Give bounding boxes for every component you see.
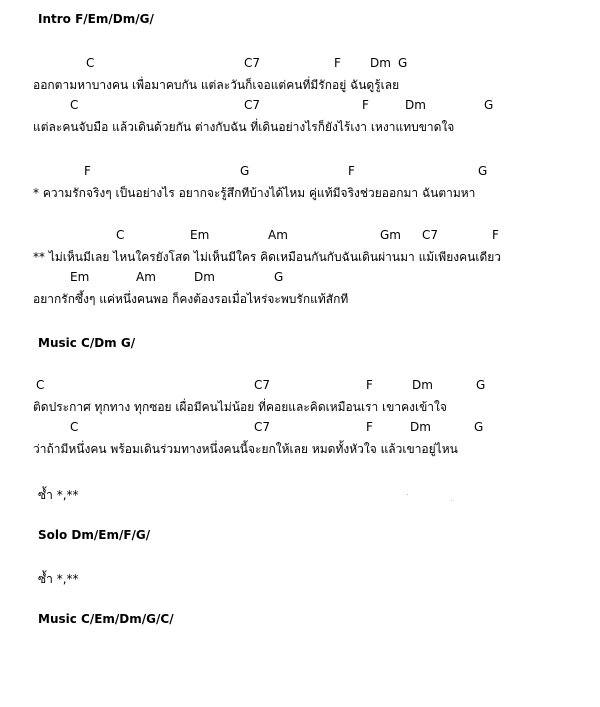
chord: C <box>86 56 95 70</box>
chord: C <box>70 98 79 112</box>
repeat-marker: ซ้ำ *,** <box>38 488 79 502</box>
chord: Dm <box>405 98 426 112</box>
chord: F <box>366 420 373 434</box>
music-heading: Music C/Dm G/ <box>38 336 136 350</box>
chord: Dm <box>410 420 431 434</box>
chord: G <box>398 56 408 70</box>
lyric-line: ออกตามหาบางคน เพื่อมาคบกัน แต่ละวันก็เจอแต่คนที่มีรักอยู่ ฉันดูรู้เลย <box>33 78 400 92</box>
chord: Em <box>70 270 90 284</box>
chord: Em <box>190 228 210 242</box>
chord: G <box>484 98 494 112</box>
lyric-line: ** ไม่เห็นมีเลย ไหนใครยังโสด ไม่เห็นมีใคร คิดเหมือนกันกับฉันเดินผ่านมา แม้เพียงคนเดียว <box>33 250 502 264</box>
lyric-line: แต่ละคนจับมือ แล้วเดินด้วยกัน ต่างกับฉัน ที่เดินอย่างไรก็ยังไร้เงา เหงาแทบขาดใจ <box>33 120 455 134</box>
chord: Dm <box>370 56 391 70</box>
intro-heading: Intro F/Em/Dm/G/ <box>38 12 154 26</box>
chord: F <box>362 98 369 112</box>
speck <box>451 500 452 501</box>
chord: C <box>116 228 125 242</box>
chord: G <box>474 420 484 434</box>
lyric-line: ติดประกาศ ทุกทาง ทุกซอย เผื่อมีคนไม่น้อย ที่คอยและคิดเหมือนเรา เขาคงเข้าใจ <box>33 400 447 414</box>
chord: C7 <box>254 420 271 434</box>
chord: F <box>492 228 499 242</box>
chord: C <box>70 420 79 434</box>
repeat-marker: ซ้ำ *,** <box>38 572 79 586</box>
chord: G <box>274 270 284 284</box>
chord: C7 <box>254 378 271 392</box>
chord: C7 <box>244 56 261 70</box>
speck <box>407 494 408 495</box>
chord: Gm <box>380 228 401 242</box>
chord: Am <box>136 270 156 284</box>
chord: Am <box>268 228 288 242</box>
chord: C7 <box>422 228 439 242</box>
chord: Dm <box>412 378 433 392</box>
lyric-line: ว่าถ้ามีหนึ่งคน พร้อมเดินร่วมทางหนึ่งคนนี้จะยกให้เลย หมดทั้งหัวใจ แล้วเขาอยู่ไหน <box>33 442 458 456</box>
chord: C <box>36 378 45 392</box>
chord: F <box>348 164 355 178</box>
chord: G <box>240 164 250 178</box>
lyric-line: อยากรักซึ้งๆ แค่หนึ่งคนพอ ก็คงต้องรอเมื่อไหร่จะพบรักแท้สักที <box>33 292 349 306</box>
chord: G <box>476 378 486 392</box>
solo-heading: Solo Dm/Em/F/G/ <box>38 528 151 542</box>
lyric-line: * ความรักจริงๆ เป็นอย่างไร อยากจะรู้สึกทีบ้างได้ไหม คู่แท้มีจริงช่วยออกมา ฉันตามหา <box>33 186 476 200</box>
chord: G <box>478 164 488 178</box>
chord: F <box>84 164 91 178</box>
chord: F <box>334 56 341 70</box>
chord: C7 <box>244 98 261 112</box>
music-heading: Music C/Em/Dm/G/C/ <box>38 612 174 626</box>
chord: F <box>366 378 373 392</box>
chord: Dm <box>194 270 215 284</box>
